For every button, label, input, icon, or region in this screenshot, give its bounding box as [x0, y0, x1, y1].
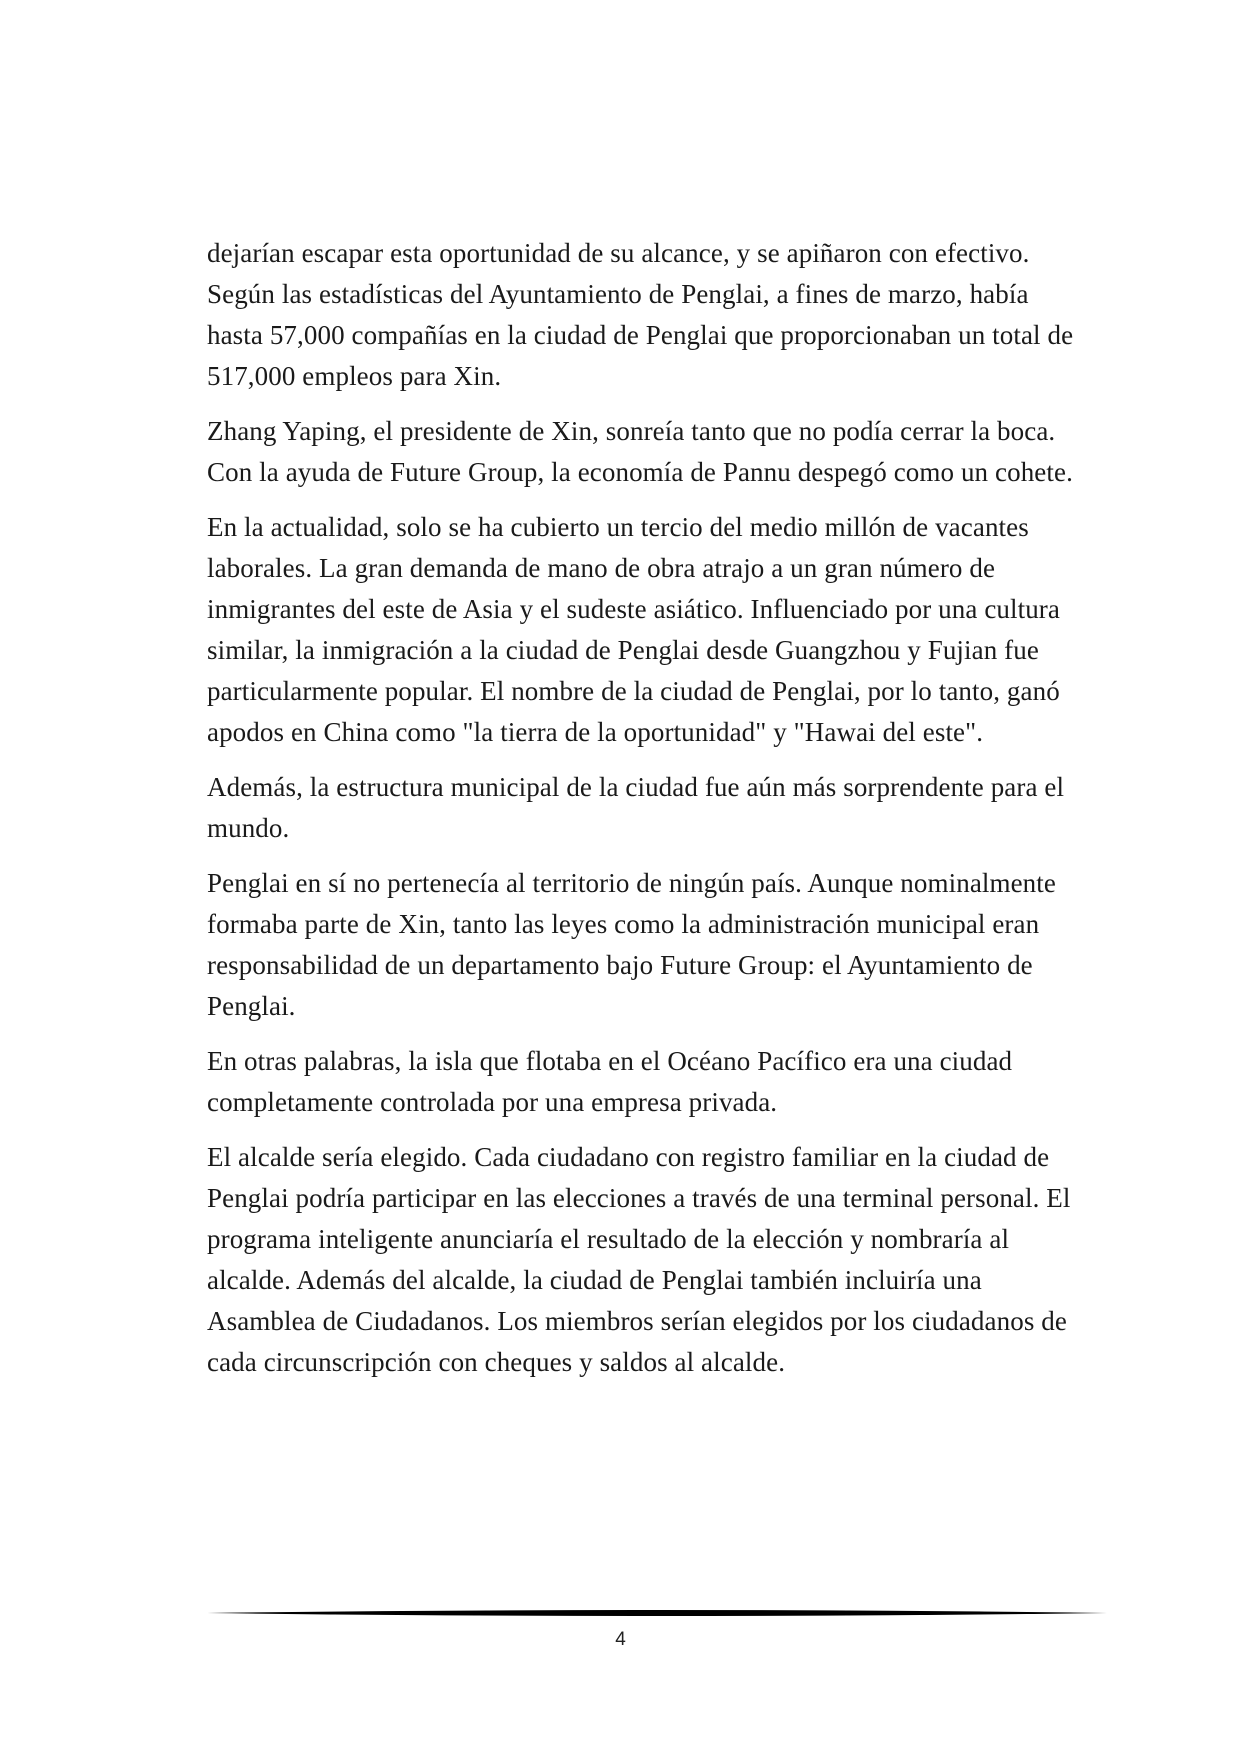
page-body — [207, 233, 1077, 1397]
page-number: 4 — [615, 1629, 626, 1650]
paragraph-3: En la actualidad, solo se ha cubierto un tercio del medio millón de vacantes laborales. La gran demanda de mano de obra atrajo a un gran número de inmigrantes del este de Asia y el sudeste asiático. Influenciado por una cultura similar, la inmigración a la ciudad de Penglai desde Guangzhou y Fujian fue particularmente popular. El nombre de la ciudad de Penglai, por lo tanto, ganó apodos en China como "la tierra de la oportunidad" y "Hawai del este". — [207, 512, 1060, 747]
paragraph-7: El alcalde sería elegido. Cada ciudadano con registro familiar en la ciudad de Penglai podría participar en las elecciones a través de una terminal personal. El programa inteligente anunciaría el resultado de la elección y nombraría al alcalde. Además del alcalde, la ciudad de Penglai también incluiría una Asamblea de Ciudadanos. Los miembros serían elegidos por los ciudadanos de cada circunscripción con cheques y saldos al alcalde. — [207, 1142, 1071, 1377]
paragraph-5: Penglai en sí no pertenecía al territorio de ningún país. Aunque nominalmente formaba parte de Xin, tanto las leyes como la administración municipal eran responsabilidad de un departamento bajo Future Group: el Ayuntamiento de Penglai. — [207, 868, 1056, 1021]
paragraph-1: dejarían escapar esta oportunidad de su alcance, y se apiñaron con efectivo. Según las estadísticas del Ayuntamiento de Penglai, a fines de marzo, había hasta 57,000 compañías en la ciudad de Penglai que proporcionaban un total de 517,000 empleos para Xin. — [207, 238, 1074, 391]
footer-divider — [207, 1608, 1107, 1618]
paragraph-6: En otras palabras, la isla que flotaba en el Océano Pacífico era una ciudad completamente controlada por una empresa privada. — [207, 1046, 1013, 1117]
paragraph-2: Zhang Yaping, el presidente de Xin, sonreía tanto que no podía cerrar la boca. Con la ayuda de Future Group, la economía de Pannu despegó como un cohete. — [207, 416, 1073, 487]
paragraph-4: Además, la estructura municipal de la ciudad fue aún más sorprendente para el mundo. — [207, 772, 1065, 843]
